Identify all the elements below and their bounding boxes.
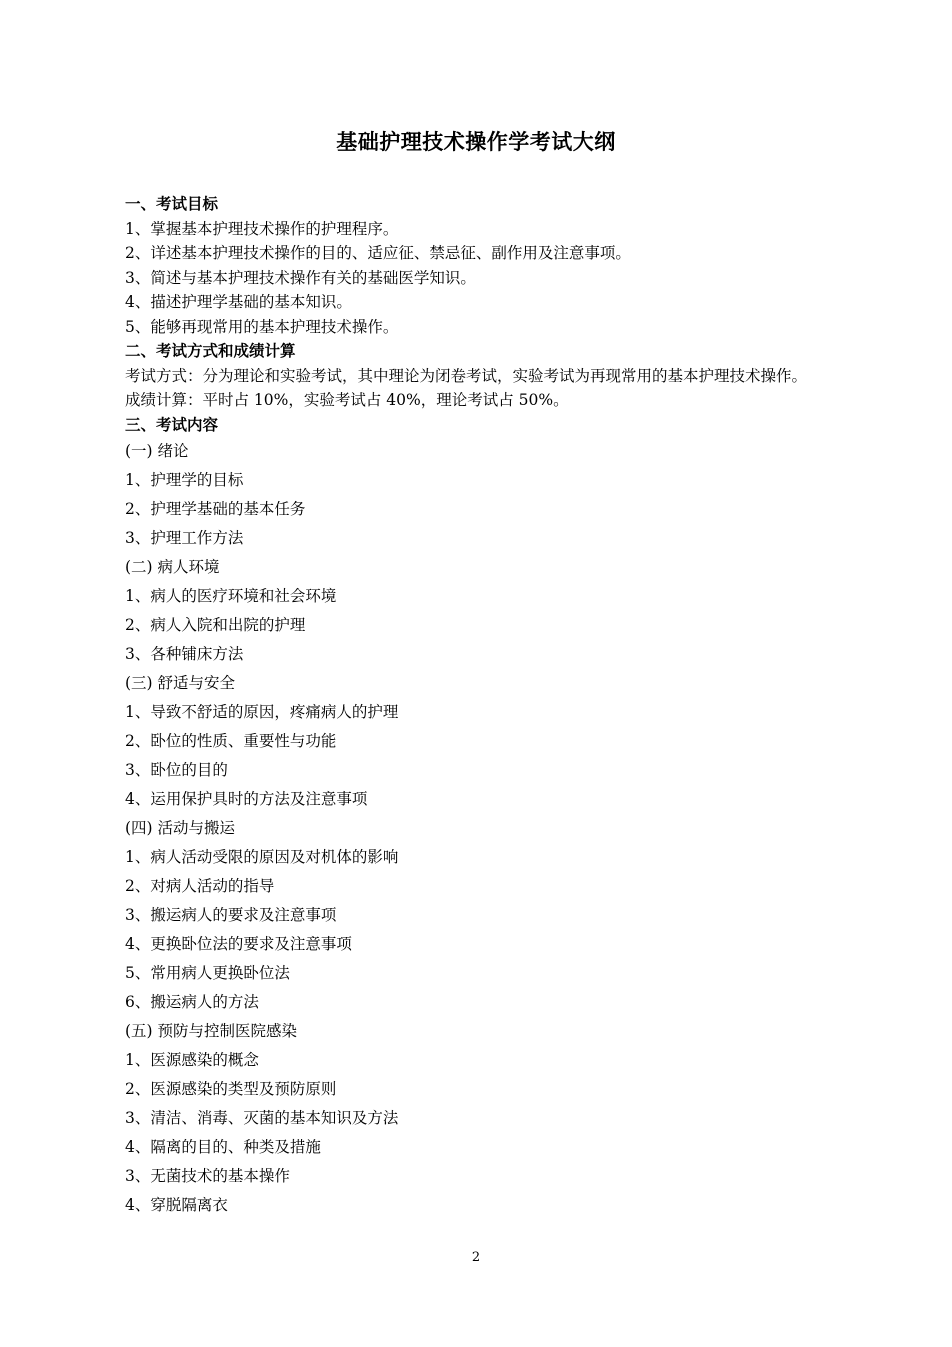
goal-item: 2、详述基本护理技术操作的目的、适应征、禁忌征、副作用及注意事项。 [125, 244, 631, 262]
content-item: 1、医源感染的概念 [125, 1051, 259, 1069]
content-item: 1、病人活动受限的原因及对机体的影响 [125, 848, 399, 866]
content-item: 6、搬运病人的方法 [125, 993, 259, 1011]
content-subheading: (五) 预防与控制医院感染 [125, 1022, 298, 1040]
document-title: 基础护理技术操作学考试大纲 [336, 129, 616, 154]
content-item: 3、护理工作方法 [125, 529, 244, 547]
goal-item: 1、掌握基本护理技术操作的护理程序。 [125, 219, 399, 238]
grade-calculation-text: 成绩计算：平时占 10%，实验考试占 40%，理论考试占 50%。 [125, 391, 569, 409]
content-item: 2、医源感染的类型及预防原则 [125, 1080, 337, 1098]
goal-item: 4、描述护理学基础的基本知识。 [125, 293, 352, 311]
content-subheading: (二) 病人环境 [125, 558, 220, 576]
content-item: 2、病人入院和出院的护理 [125, 616, 306, 634]
section-heading-exam-method: 二、考试方式和成绩计算 [125, 341, 296, 360]
content-item: 3、各种铺床方法 [125, 645, 244, 663]
exam-method-text: 考试方式：分为理论和实验考试，其中理论为闭卷考试，实验考试为再现常用的基本护理技术操作。 [125, 366, 808, 385]
content-item: 4、穿脱隔离衣 [125, 1196, 228, 1214]
content-item: 4、隔离的目的、种类及措施 [125, 1138, 321, 1156]
content-item: 2、对病人活动的指导 [125, 877, 275, 895]
content-item: 3、卧位的目的 [125, 761, 228, 779]
content-item: 3、清洁、消毒、灭菌的基本知识及方法 [125, 1109, 399, 1127]
content-item: 4、运用保护具时的方法及注意事项 [125, 790, 368, 808]
content-item: 5、常用病人更换卧位法 [125, 964, 290, 982]
content-item: 1、导致不舒适的原因，疼痛病人的护理 [125, 703, 399, 721]
content-item: 2、护理学基础的基本任务 [125, 500, 306, 518]
content-subheading: (三) 舒适与安全 [125, 674, 236, 692]
content-item: 3、搬运病人的要求及注意事项 [125, 906, 337, 924]
goal-item: 5、能够再现常用的基本护理技术操作。 [125, 317, 399, 336]
content-item: 3、无菌技术的基本操作 [125, 1167, 290, 1185]
content-item: 1、病人的医疗环境和社会环境 [125, 587, 337, 605]
content-item: 1、护理学的目标 [125, 471, 244, 489]
goal-item: 3、简述与基本护理技术操作有关的基础医学知识。 [125, 268, 476, 287]
content-item: 2、卧位的性质、重要性与功能 [125, 732, 337, 750]
content-subheading: (一) 绪论 [125, 442, 189, 460]
section-heading-exam-goals: 一、考试目标 [125, 194, 219, 213]
page-number: 2 [471, 1250, 481, 1265]
content-subheading: (四) 活动与搬运 [125, 819, 236, 837]
content-item: 4、更换卧位法的要求及注意事项 [125, 935, 352, 953]
document-body [125, 192, 885, 1220]
section-heading-exam-content: 三、考试内容 [125, 414, 219, 434]
